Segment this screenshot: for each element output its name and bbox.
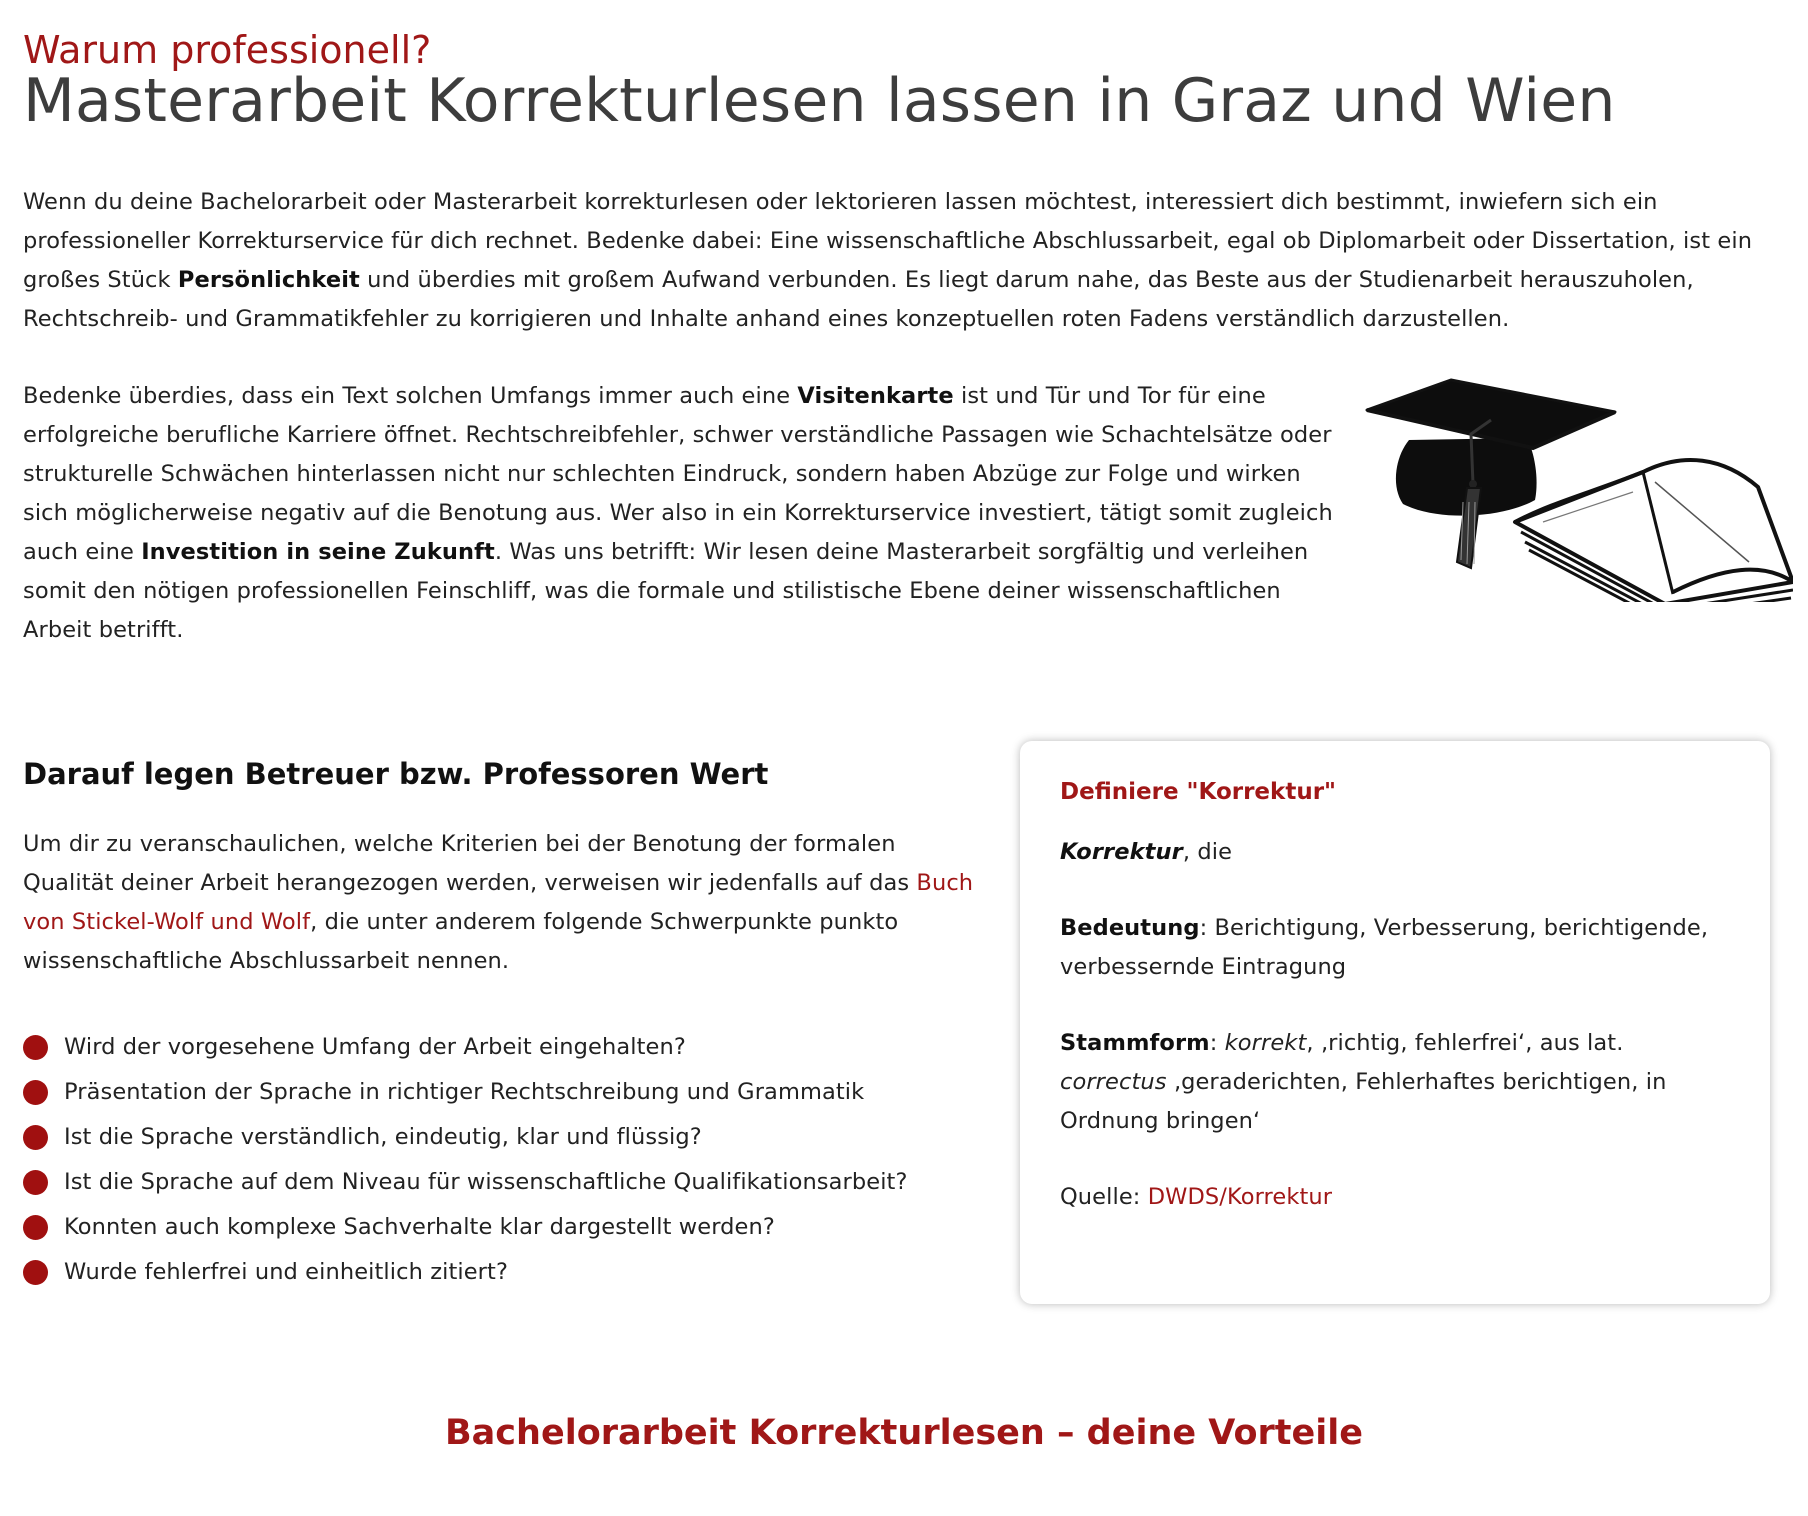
criteria-heading: Darauf legen Betreuer bzw. Professoren Wert: [23, 757, 769, 791]
section-kicker: Warum professionell?: [23, 28, 432, 72]
list-item: Wurde fehlerfrei und einheitlich zitiert?: [23, 1250, 1003, 1295]
bullet-dot-icon: [23, 1260, 48, 1285]
bullet-dot-icon: [23, 1125, 48, 1150]
highlight-investition: Investition in seine Zukunft: [141, 539, 495, 565]
definition-word: Korrektur, die: [1060, 839, 1233, 865]
advantages-heading: Bachelorarbeit Korrekturlesen – deine Vorteile: [445, 1413, 1363, 1453]
stickel-wolf-book-link[interactable]: Buch von Stickel-Wolf und Wolf: [23, 870, 974, 935]
list-item: Ist die Sprache auf dem Niveau für wissenschaftliche Qualifikationsarbeit?: [23, 1160, 1003, 1205]
bullet-dot-icon: [23, 1215, 48, 1240]
list-item: Wird der vorgesehene Umfang der Arbeit eingehalten?: [23, 1025, 1003, 1070]
visitenkarte-paragraph: Bedenke überdies, dass ein Text solchen Umfangs immer auch eine Visitenkarte ist und Tür und Tor für eine erfolgreiche berufliche Karriere öffnet. Rechtschreibfehler, schwer verständliche Passagen wie Schachtelsätze oder strukturelle Schwächen hinterlassen nicht nur schlechten Eindruck, sondern haben Abzüge zur Folge und wirken sich möglicherweise negativ auf die Benotung aus. Wer also in ein Korrekturservice investiert, tätigt somit zugleich auch eine Investition in seine Zukunft. Was uns betrifft: Wir lesen deine Masterarbeit sorgfältig und verleihen somit den nötigen professionellen Feinschliff, was die formale und stilistische Ebene deiner wissenschaftlichen Arbeit betrifft.: [23, 383, 1333, 643]
list-item: Konnten auch komplexe Sachverhalte klar dargestellt werden?: [23, 1205, 1003, 1250]
highlight-persoenlichkeit: Persönlichkeit: [177, 267, 360, 293]
definition-source: Quelle: DWDS/Korrektur: [1060, 1184, 1333, 1210]
graduation-cap-and-book-icon: [1343, 372, 1793, 602]
list-item: Präsentation der Sprache in richtiger Rechtschreibung und Grammatik: [23, 1070, 1003, 1115]
intro-paragraph: Wenn du deine Bachelorarbeit oder Masterarbeit korrekturlesen oder lektorieren lassen möchtest, interessiert dich bestimmt, inwiefern sich ein professioneller Korrekturservice für dich rechnet. Bedenke dabei: Eine wissenschaftliche Abschlussarbeit, egal ob Diplomarbeit oder Dissertation, ist ein großes Stück Persönlichkeit und überdies mit großem Aufwand verbunden. Es liegt darum nahe, das Beste aus der Studienarbeit herauszuholen, Rechtschreib- und Grammatikfehler zu korrigieren und Inhalte anhand eines konzeptuellen roten Fadens verständlich darzustellen.: [23, 189, 1753, 332]
definition-stem: Stammform: korrekt, ‚richtig, fehlerfrei‘, aus lat. correctus ‚geraderichten, Fehlerhaftes berichtigen, in Ordnung bringen‘: [1060, 1030, 1667, 1134]
criteria-intro-paragraph: Um dir zu veranschaulichen, welche Kriterien bei der Benotung der formalen Qualität deiner Arbeit herangezogen werden, verweisen wir jedenfalls auf das Buch von Stickel-Wolf und Wolf, die unter anderem folgende Schwerpunkte punkto wissenschaftliche Abschlussarbeit nennen.: [23, 831, 974, 974]
open-book-icon: [1515, 460, 1793, 602]
page-title: Masterarbeit Korrekturlesen lassen in Graz und Wien: [23, 66, 1616, 136]
definition-title: Definiere "Korrektur": [1060, 779, 1337, 805]
bullet-dot-icon: [23, 1035, 48, 1060]
bullet-dot-icon: [23, 1080, 48, 1105]
definition-card: [1020, 741, 1770, 1304]
highlight-visitenkarte: Visitenkarte: [797, 383, 954, 409]
criteria-list: [23, 1025, 1003, 1295]
bullet-dot-icon: [23, 1170, 48, 1195]
list-item: Ist die Sprache verständlich, eindeutig, klar und flüssig?: [23, 1115, 1003, 1160]
definition-meaning: Bedeutung: Berichtigung, Verbesserung, berichtigende, verbessernde Eintragung: [1060, 915, 1709, 980]
dwds-source-link[interactable]: DWDS/Korrektur: [1147, 1184, 1333, 1210]
